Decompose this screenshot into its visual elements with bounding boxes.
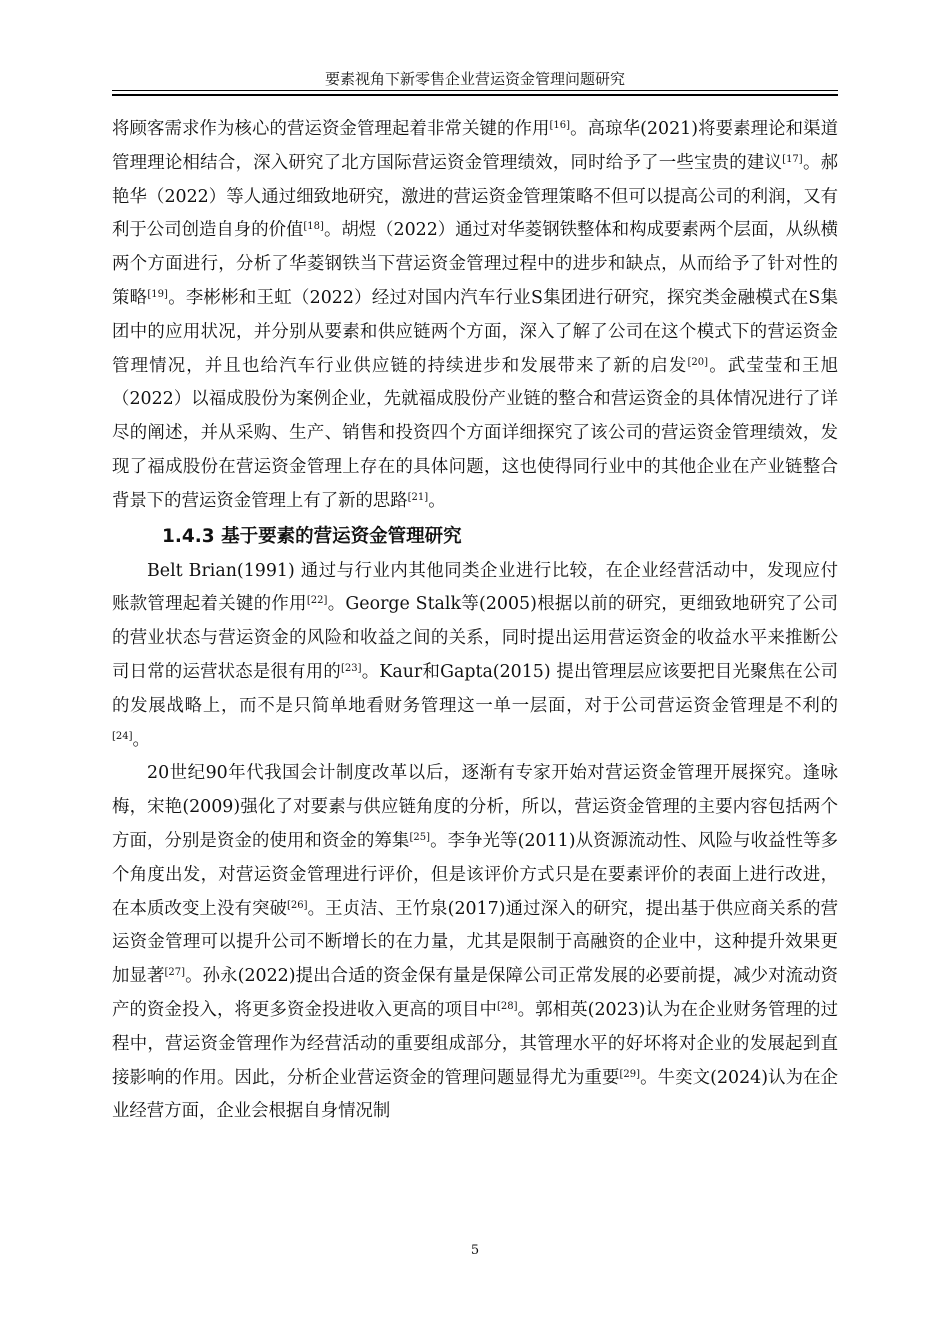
citation-marker: [21]: [407, 491, 429, 503]
citation-marker: [19]: [147, 288, 168, 300]
text-run: 。李彬彬和王虹（2022）经过对国内汽车行业S集团进行研究，探究类金融模式在S集团中的应用状况，并分别从要素和供应链两个方面，深入了解了公司在这个模式下的营运资金管理情况，并且也给汽车行业供应链的持续进步和发展带来了新的启发: [112, 287, 838, 376]
header-rule-thin: [112, 90, 838, 91]
text-run: 。胡煜（2022）通过对华菱钢铁整体和构成要素两个层面，从纵横两个方面进行，分析了华菱钢铁当下营运资金管理过程中的进步和缺点，从而给予了针对性的策略: [112, 220, 838, 308]
text-run: 。高琼华(2021)将要素理论和渠道管理理论相结合，深入研究了北方国际营运资金管理绩效，同时给予了一些宝贵的建议: [112, 119, 838, 173]
text-run: 。牛奕文(2024)认为在企业经营方面，企业会根据自身情况制: [112, 1067, 838, 1122]
citation-marker: [18]: [303, 221, 324, 233]
section-heading: 1.4.3 基于要素的营运资金管理研究: [162, 525, 462, 547]
running-header: 要素视角下新零售企业营运资金管理问题研究: [324, 70, 625, 88]
citation-marker: [28]: [497, 1000, 518, 1012]
text-run: 。武莹莹和王旭（2022）以福成股份为案例企业，先就福成股份产业链的整合和营运资金的具体情况进行了详尽的阐述，并从采购、生产、销售和投资四个方面详细探究了该公司的营运资金管理绩效，发现了福成股份在营运资金管理上存在的具体问题，这也使得同行业中的其他企业在产业链整合背景下的营运资金管理上有了新的思路: [112, 355, 838, 511]
text-run: 。: [428, 490, 446, 511]
text-run: Belt Brian(1991) 通过与行业内其他同类企业进行比较，在企业经营活动中，发现应付账款管理起着关键的作用: [112, 560, 838, 615]
citation-marker: [16]: [549, 120, 571, 131]
paragraph-foreign-research: [112, 555, 838, 758]
citation-marker: [25]: [409, 831, 431, 843]
citation-marker: [23]: [340, 662, 362, 674]
citation-marker: [29]: [619, 1068, 641, 1080]
header-rule-thick: [112, 94, 838, 96]
text-run: 。George Stalk等(2005)根据以前的研究，更细致地研究了公司的营业状态与营运资金的风险和收益之间的关系，同时提出运用营运资金的收益水平来推断公司日常的运营状态是很有用的: [112, 594, 838, 682]
page-body: [112, 113, 838, 1129]
text-run: 将顾客需求作为核心的营运资金管理起着非常关键的作用: [112, 119, 550, 139]
text-run: 。郝艳华（2022）等人通过细致地研究，激进的营运资金管理策略不但可以提高公司的利润，又有利于公司创造自身的价值: [112, 152, 838, 241]
citation-marker: [26]: [287, 899, 308, 911]
paragraph-domestic-research: [112, 757, 838, 1129]
citation-marker: [20]: [687, 356, 709, 368]
text-run: 。孙永(2022)提出合适的资金保有量是保障公司正常发展的必要前提，减少对流动资产的资金投入，将更多资金投进收入更高的项目中: [112, 966, 838, 1020]
paragraph-continued: [112, 113, 838, 519]
citation-marker: [22]: [306, 595, 328, 607]
text-run: 。: [132, 729, 150, 750]
text-run: 。Kaur和Gapta(2015) 提出管理层应该要把目光聚焦在公司的发展战略上，而不是只简单地看财务管理这一单一层面，对于公司营运资金管理是不利的: [112, 661, 838, 716]
text-run: 20世纪90年代我国会计制度改革以后，逐渐有专家开始对营运资金管理开展探究。逢咏梅，宋艳(2009)强化了对要素与供应链角度的分析，所以，营运资金管理的主要内容包括两个方面，分别是资金的使用和资金的筹集: [112, 763, 838, 851]
text-run: 。王贞洁、王竹泉(2017)通过深入的研究，提出基于供应商关系的营运资金管理可以提升公司不断增长的在力量，尤其是限制于高融资的企业中，这种提升效果更加显著: [112, 898, 838, 987]
text-run: 。李争光等(2011)从资源流动性、风险与收益性等多个角度出发，对营运资金管理进行评价，但是该评价方式只是在要素评价的表面上进行改进，在本质改变上没有突破: [112, 830, 838, 919]
page-number: 5: [470, 1243, 480, 1258]
citation-marker: [24]: [112, 730, 133, 742]
citation-marker: [27]: [164, 967, 186, 979]
text-run: 。郭相英(2023)认为在企业财务管理的过程中，营运资金管理作为经营活动的重要组成部分，其管理水平的好坏将对企业的发展起到直接影响的作用。因此，分析企业营运资金的管理问题显得尤为重要: [112, 999, 838, 1088]
citation-marker: [17]: [782, 153, 803, 165]
